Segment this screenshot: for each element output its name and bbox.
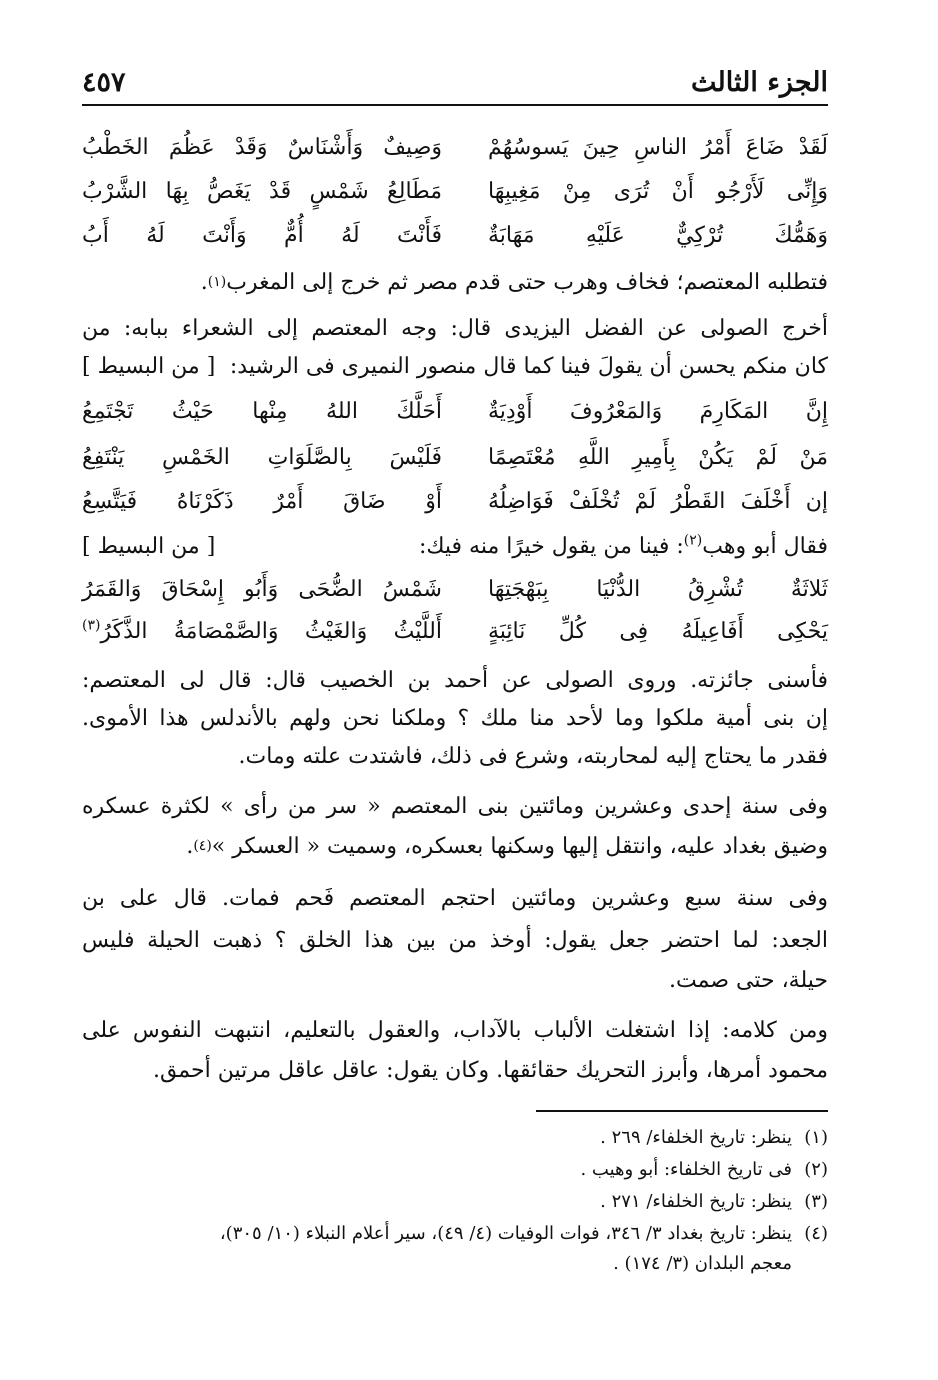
verse-first-hemistich: لَقَدْ ضَاعَ أَمْرُ الناسِ حِينَ يَسوسُهُمْ [488,134,828,160]
verse-second-hemistich: فَأَنْتَ لَهُ أُمٌّ وَأَنْتَ لَهُ أَبُ [82,222,442,248]
line-text: كان منكم يحسن أن يقولَ فينا كما قال منصور النميرى فى الرشيد: [229,353,828,379]
line-text: فأسنى جائزته. وروى الصولى عن أحمد بن الخصيب قال: قال لى المعتصم: [82,667,828,693]
text-line [82,880,828,916]
footnote-item [82,1188,828,1216]
text-line [82,662,828,698]
line-text: وفى سنة سبع وعشرين ومائتين احتجم المعتصم فَحم فمات. قال على بن [82,885,828,911]
text-line: وضيق بغداد عليه، وانتقل إليها وسكنها بعسكره، وسميت « العسكر » (٤) . [186,833,828,859]
text-line: فتطلبه المعتصم؛ فخاف وهرب حتى قدم مصر ثم خرج إلى المغرب (١) . [200,269,828,295]
footnote-text: ينظر: تاريخ الخلفاء/ ٢٦٩ . [600,1127,792,1148]
footnote-item [82,1156,828,1184]
text-line [82,528,828,564]
verse-second-hemistich: فَلَيْسَ بِالصَّلَوَاتِ الخَمْسِ يَنْتَفِعُ [82,444,442,470]
verse-second-hemistich [82,619,442,644]
line-text: فقدر ما يحتاج إليه لمحاربته، وشرع فى ذلك، فاشتدت علته ومات. [238,743,828,769]
footnote-text: ينظر: تاريخ بغداد ٣/ ٣٤٦، فوات الوفيات (٤/ ٤٩)، سير أعلام النبلاء (١٠/ ٣٠٥)، [219,1223,792,1244]
line-end: . [200,269,208,295]
text-line [82,788,828,824]
line-text-part: : فينا من يقول خيرًا منه فيك: [418,533,684,559]
text-line [82,700,828,736]
footnote-text: معجم البلدان (٣/ ١٧٤) . [613,1253,792,1274]
line-text: وفى سنة إحدى وعشرين ومائتين بنى المعتصم « سر من رأى » لكثرة عسكره [82,793,828,819]
verse-line [82,172,828,210]
footnote-number: (٣) [804,1191,828,1212]
meter-label: [ من البسيط ] [82,533,216,559]
footnote-number: (٢) [804,1159,828,1180]
text-line [82,738,828,774]
line-text: ومن كلامه: إذا اشتغلت الألباب بالآداب، والعقول بالتعليم، انتبهت النفوس على [82,1017,828,1043]
page-number: ٤٥٧ [82,67,126,98]
verse-line [82,392,828,430]
footnote-item [82,1220,828,1248]
footnote-ref: (٢) [683,532,703,549]
line-text: وضيق بغداد عليه، وانتقل إليها وسكنها بعسكره، وسميت « العسكر » [211,833,828,859]
footnote-ref: (٣) [82,617,101,634]
line-end: . [186,833,194,859]
text-line [82,1012,828,1048]
verse-line [82,612,828,650]
verse-first-hemistich: مَنْ لَمْ يَكُنْ بِأَمِيرِ اللَّهِ مُعْتَصِمًا [488,444,828,470]
verse-line [82,128,828,166]
verse-second-hemistich: أَوْ ضَاقَ أَمْرٌ ذَكَرْنَاهُ فَيَتَّسِعُ [82,488,442,514]
meter-label: [ من البسيط ] [82,353,216,379]
volume-title: الجزء الثالث [691,67,828,98]
text-line [82,1052,828,1088]
footnote-text: ينظر: تاريخ الخلفاء/ ٢٧١ . [600,1191,792,1212]
line-text: حيلة، حتى صمت. [669,967,828,993]
footnote-number: (١) [804,1127,828,1148]
line-text: إن بنى أمية ملكوا وما لأحد منا ملك ؟ وملكنا نحن ولهم بالأندلس هذا الأموى. [82,705,828,731]
verse-first-hemistich: يَحْكِى أَفَاعِيلَهُ فِى كُلِّ نَائِبَةٍ [488,618,828,644]
footnote-text: فى تاريخ الخلفاء: أبو وهيب . [580,1159,792,1180]
verse-first-hemistich: وَإِنِّى لَأَرْجُو أَنْ تُرَى مِنْ مَغِيبِهَا [488,178,828,204]
verse-line [82,438,828,476]
running-header [82,58,828,98]
footnote-continuation [82,1250,828,1278]
footnote-rule [536,1110,828,1112]
verse-line [82,482,828,520]
verse-second-hemistich: شَمْسُ الضُّحَى وَأَبُو إِسْحَاقَ وَالقَمَرُ [82,576,442,602]
header-rule [82,104,828,106]
verse-line [82,570,828,608]
verse-first-hemistich: إن أَخْلَفَ القَطْرُ لَمْ تُخْلَفْ فَوَاضِلُهُ [488,488,828,514]
verse-second-hemistich: أَحَلَّكَ اللهُ مِنْها حَيْثُ تَجْتَمِعُ [82,398,442,424]
verse-first-hemistich: وَهَمُّكَ تُرْكِيٌّ عَلَيْهِ مَهَابَةٌ [488,222,828,248]
line-text-part: فقال أبو وهب [702,533,828,559]
hemistich-text: أَللَّيْثُ وَالغَيْثُ وَالصَّمْصَامَةُ الذَّكَرُ [100,618,442,644]
line-text: محمود أمرها، وأبرز التحريك حقائقها. وكان يقول: عاقل عاقل مرتين أحمق. [152,1057,828,1083]
line-text: فتطلبه المعتصم؛ فخاف وهرب حتى قدم مصر ثم خرج إلى المغرب [226,269,828,295]
verse-first-hemistich: ثَلاثَةٌ تُشْرِقُ الدُّنْيَا بِبَهْجَتِهَا [488,576,828,602]
text-line [82,962,828,998]
text-line [82,922,828,958]
verse-first-hemistich: إِنَّ المَكَارِمَ وَالمَعْرُوفَ أَوْدِيَةٌ [488,398,828,424]
text-line [82,348,828,384]
text-line [82,310,828,346]
footnote-item [82,1124,828,1152]
verse-line [82,216,828,254]
line-text: أخرج الصولى عن الفضل اليزيدى قال: وجه المعتصم إلى الشعراء ببابه: من [82,315,828,341]
footnote-number: (٤) [804,1223,828,1244]
line-text [419,534,828,559]
verse-second-hemistich: وَصِيفٌ وَأَشْنَاسٌ وَقَدْ عَظُمَ الخَطْبُ [82,134,442,160]
verse-second-hemistich: مَطَالِعُ شَمْسٍ قَدْ يَغَصُّ بِهَا الشَّرْبُ [82,178,442,204]
line-text: الجعد: لما احتضر جعل يقول: أوخذ من بين هذا الخلق ؟ ذهبت الحيلة فليس [82,927,828,953]
